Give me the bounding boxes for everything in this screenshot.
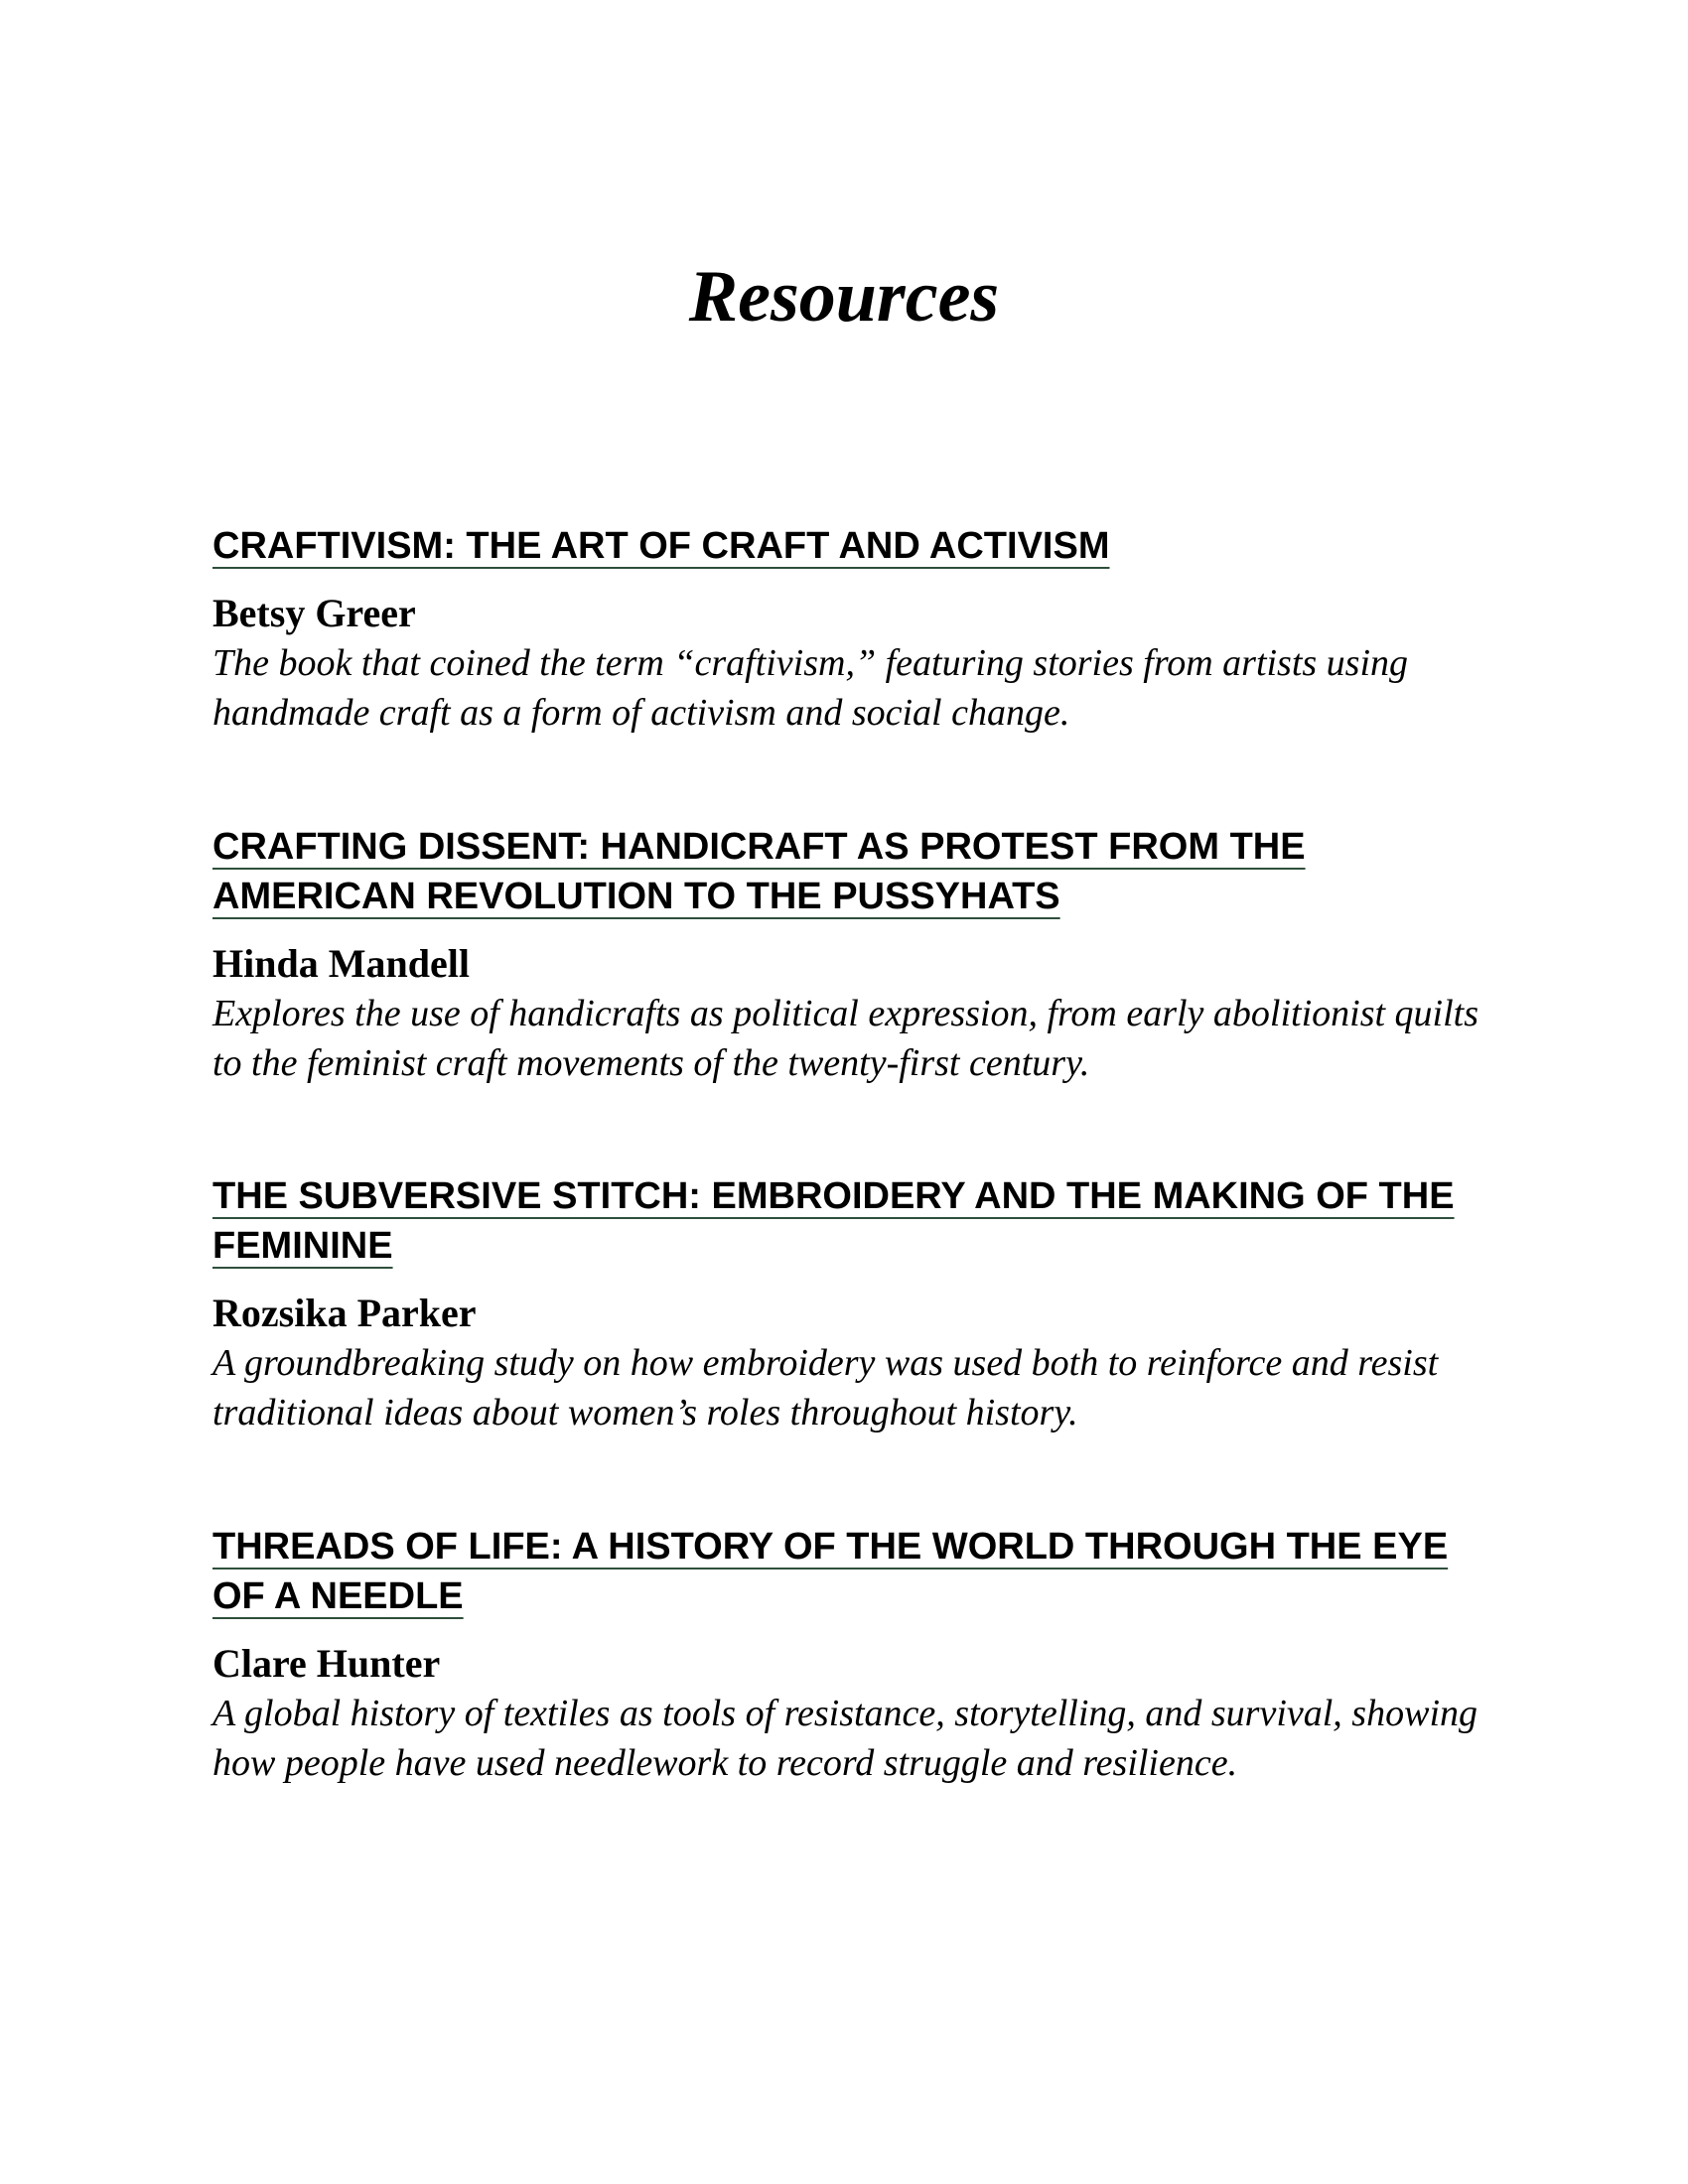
book-title — [212, 521, 1503, 571]
book-title — [212, 1522, 1503, 1621]
book-description: A global history of textiles as tools of resistance, storytelling, and survival, showing how people have used needlework to record struggle and resilience. — [212, 1693, 1478, 1784]
book-description: Explores the use of handicrafts as political expression, from early abolitionist quilts to the feminist craft movements of the twenty-first century. — [212, 993, 1479, 1084]
resource-entry — [212, 1171, 1503, 1437]
resource-entry — [212, 521, 1503, 738]
resource-entry — [212, 1522, 1503, 1788]
book-author: Clare Hunter — [212, 1641, 441, 1686]
book-title-text: THREADS OF LIFE: A HISTORY OF THE WORLD THROUGH THE EYE OF A NEEDLE — [212, 1526, 1449, 1617]
book-author: Betsy Greer — [212, 591, 416, 635]
book-title — [212, 1171, 1503, 1271]
book-author: Hinda Mandell — [212, 941, 470, 986]
book-title-text: CRAFTIVISM: THE ART OF CRAFT AND ACTIVISM — [212, 525, 1110, 567]
book-title-text: THE SUBVERSIVE STITCH: EMBROIDERY AND THE MAKING OF THE FEMININE — [212, 1175, 1455, 1267]
page-title: Resources — [688, 256, 1000, 338]
resource-entry — [212, 822, 1503, 1088]
book-title-text: CRAFTING DISSENT: HANDICRAFT AS PROTEST FROM THE AMERICAN REVOLUTION TO THE PUSSYHATS — [212, 826, 1306, 917]
book-description: The book that coined the term “craftivism,” featuring stories from artists using handmade craft as a form of activism and social change. — [212, 642, 1409, 734]
book-author: Rozsika Parker — [212, 1291, 477, 1335]
book-description: A groundbreaking study on how embroidery was used both to reinforce and resist traditional ideas about women’s roles throughout history. — [212, 1342, 1439, 1433]
book-title — [212, 822, 1503, 921]
